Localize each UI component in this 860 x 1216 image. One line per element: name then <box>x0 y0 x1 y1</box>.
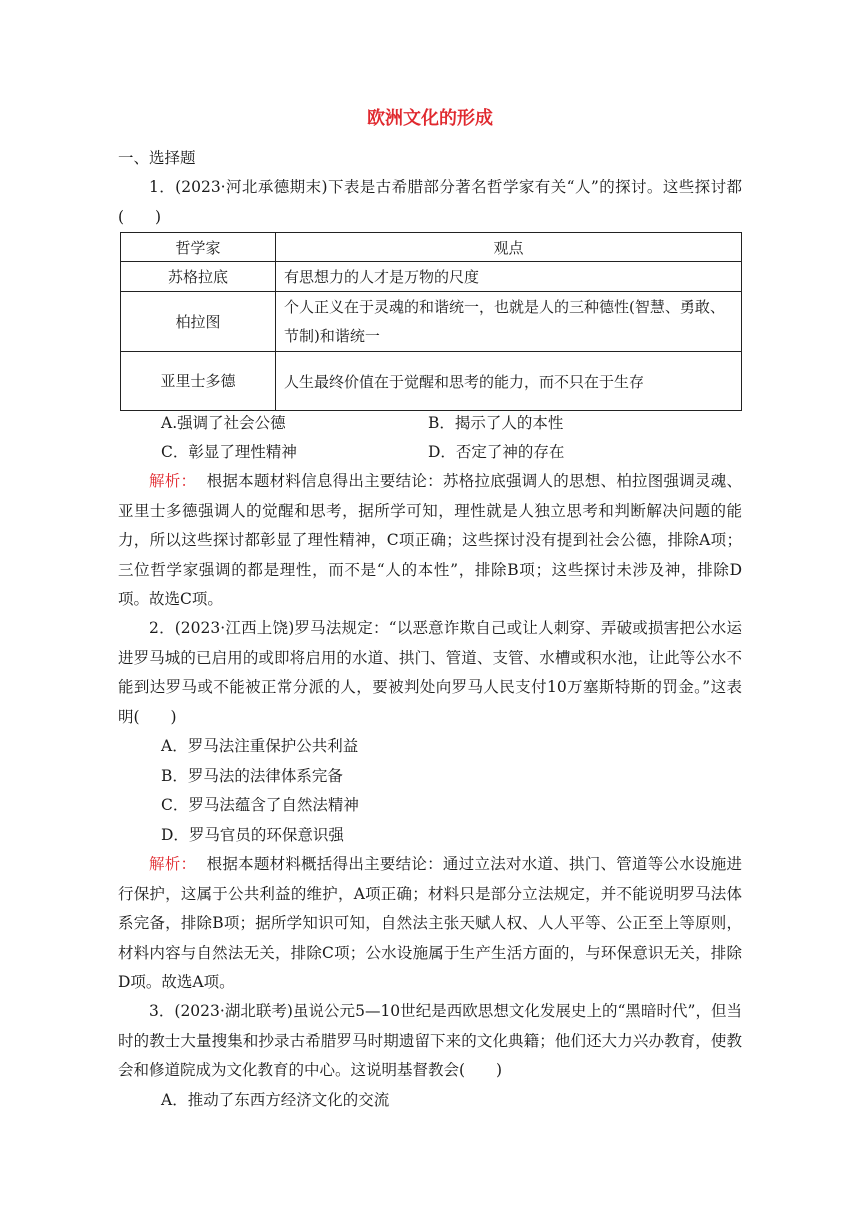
table-cell: 柏拉图 <box>121 292 276 352</box>
table-row <box>121 262 742 292</box>
section-heading: 一、选择题 <box>118 149 196 167</box>
analysis-label: 解析： <box>149 855 197 873</box>
option-a: A．罗马法注重保护公共利益 <box>161 737 359 755</box>
option-c: C．彰显了理性精神 <box>161 443 297 461</box>
table-cell: 苏格拉底 <box>121 262 276 292</box>
question-2-stem: 2．(2023·江西上饶)罗马法规定：“以恶意诈欺自己或让人刺穿、弄破或损害把公水运进罗马城的已启用的或即将启用的水道、拱门、管道、支管、水槽或积水池，让此等公水不能到达罗马或不能被正常分派的人，要被判处向罗马人民支付10万塞斯特斯的罚金。”这表明( ) <box>118 619 742 726</box>
option-b: B．罗马法的法律体系完备 <box>161 767 343 785</box>
option-d: D．否定了神的存在 <box>428 443 565 461</box>
philosophers-table <box>120 232 742 411</box>
question-1-analysis <box>118 467 742 615</box>
analysis-text: 根据本题材料概括得出主要结论：通过立法对水道、拱门、管道等公水设施进行保护，这属于公共利益的维护，A项正确；材料只是部分立法规定，并不能说明罗马法体系完备，排除B项；据所学知识可知，自然法主张天赋人权、人人平等、公正至上等原则，材料内容与自然法无关，排除C项；公水设施属于生产生活方面的，与环保意识无关，排除D项。故选A项。 <box>118 855 742 991</box>
option-a: A.强调了社会公德 <box>161 414 286 432</box>
table-header: 观点 <box>276 233 742 262</box>
table-cell: 人生最终价值在于觉醒和思考的能力，而不只在于生存 <box>276 352 742 411</box>
option-c: C．罗马法蕴含了自然法精神 <box>161 796 359 814</box>
table-cell: 个人正义在于灵魂的和谐统一，也就是人的三种德性(智慧、勇敢、节制)和谐统一 <box>276 292 742 352</box>
analysis-text: 根据本题材料信息得出主要结论：苏格拉底强调人的思想、柏拉图强调灵魂、亚里士多德强调人的觉醒和思考，据所学可知，理性就是人独立思考和判断解决问题的能力，所以这些探讨都彰显了理性精神，C项正确；这些探讨没有提到社会公德，排除A项；三位哲学家强调的都是理性，而不是“人的本性”，排除B项；这些探讨未涉及神，排除D项。故选C项。 <box>118 472 742 608</box>
table-cell: 有思想力的人才是万物的尺度 <box>276 262 742 292</box>
option-a: A．推动了东西方经济文化的交流 <box>161 1091 390 1109</box>
table-cell: 亚里士多德 <box>121 352 276 411</box>
option-d: D．罗马官员的环保意识强 <box>161 826 344 844</box>
question-2-analysis <box>118 850 742 998</box>
table-header-row <box>121 233 742 262</box>
table-header: 哲学家 <box>121 233 276 262</box>
question-3-stem: 3．(2023·湖北联考)虽说公元5—10世纪是西欧思想文化发展史上的“黑暗时代”，但当时的教士大量搜集和抄录古希腊罗马时期遗留下来的文化典籍；他们还大力兴办教育，使教会和修道院成为文化教育的中心。这说明基督教会( ) <box>118 1002 742 1079</box>
table-row <box>121 292 742 352</box>
question-1-stem: 1．(2023·河北承德期末)下表是古希腊部分著名哲学家有关“人”的探讨。这些探讨都( ) <box>118 178 742 226</box>
table-row <box>121 352 742 411</box>
analysis-label: 解析： <box>149 472 197 490</box>
option-b: B．揭示了人的本性 <box>428 414 564 432</box>
page-title: 欧洲文化的形成 <box>367 108 493 129</box>
